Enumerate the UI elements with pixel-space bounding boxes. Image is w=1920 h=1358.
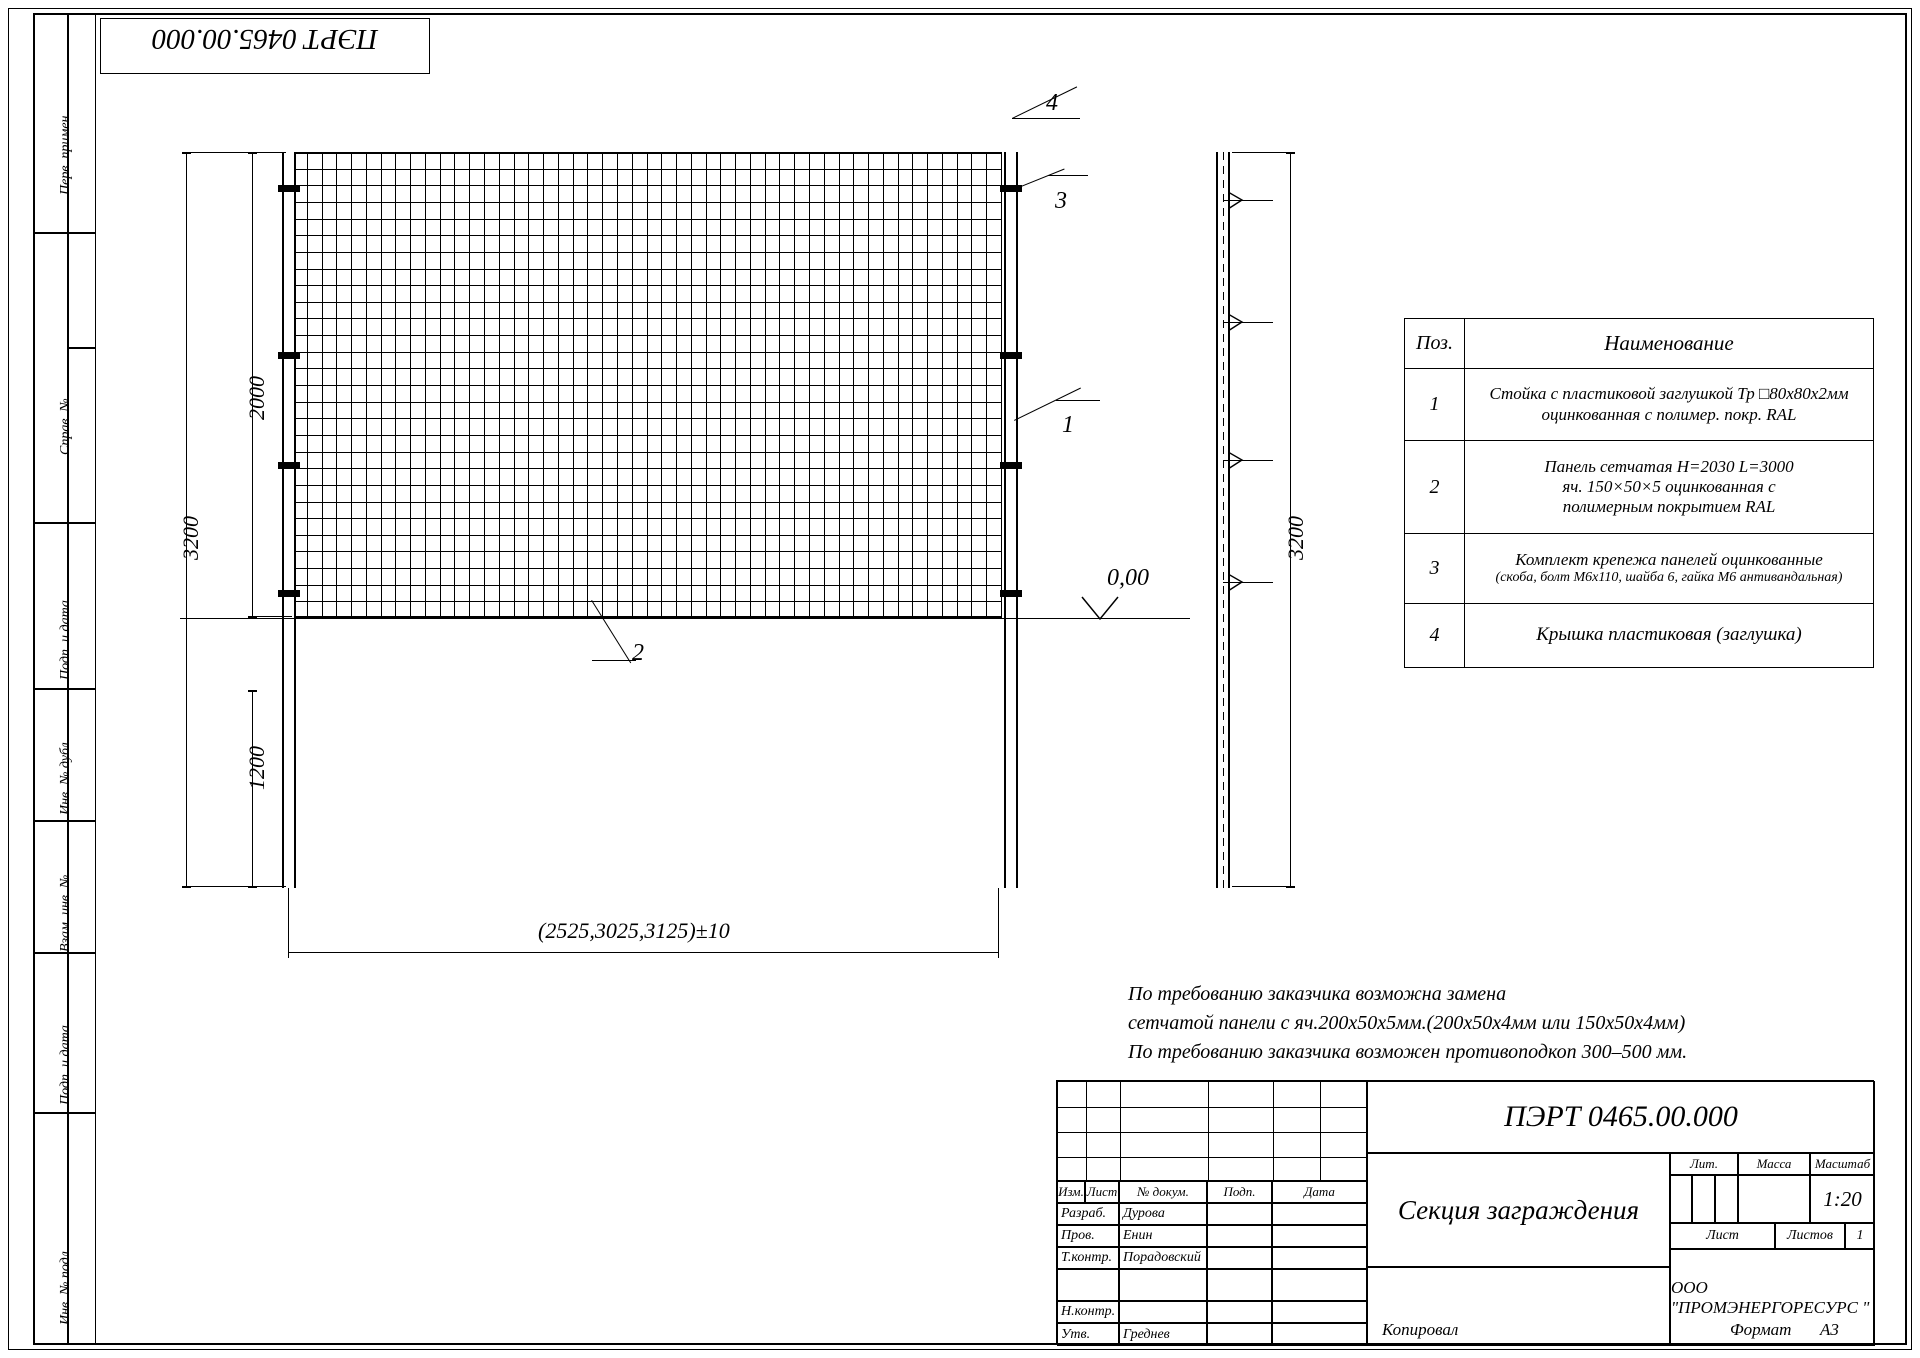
spec-line: яч. 150×50×5 оцинкованная с: [1562, 476, 1776, 496]
company-name: ООО "ПРОМЭНЕРГОРЕСУРС ": [1671, 1277, 1870, 1317]
sheet-label: Лист: [1706, 1228, 1739, 1243]
mesh-wire-horizontal: [292, 518, 1001, 519]
role-name: Дурова: [1123, 1206, 1165, 1221]
margin-label-3: Инв. № дубл.: [58, 738, 73, 815]
margin-label-1: Справ. №: [58, 398, 73, 455]
clamp: [278, 590, 300, 597]
mesh-wire-horizontal: [292, 468, 1001, 469]
sheets-value: 1: [1856, 1228, 1864, 1243]
lit-label: Лит.: [1689, 1156, 1719, 1171]
spec-line: Комплект крепежа панелей оцинкованные: [1515, 550, 1823, 570]
post-right: [1004, 152, 1018, 888]
note-line: сетчатой панели с яч.200х50х5мм.(200х50х4мм или 150х50х4мм): [1128, 1012, 1686, 1034]
spec-row-name: [1465, 441, 1873, 533]
mesh-wire-horizontal: [292, 535, 1001, 536]
mesh-wire-horizontal: [292, 368, 1001, 369]
callout-1: 1: [1062, 412, 1074, 438]
mesh-wire-horizontal: [292, 502, 1001, 503]
spec-line: полимерным покрытием RAL: [1562, 497, 1776, 517]
role-label: Утв.: [1061, 1326, 1091, 1342]
notes-block: [1128, 980, 1687, 1067]
dim-2000: 2000: [244, 376, 269, 420]
spec-line: Панель сетчатая H=2030 L=3000: [1544, 456, 1794, 476]
clamp: [278, 185, 300, 192]
role-label: Н.контр.: [1061, 1304, 1116, 1319]
copied-label: Копировал: [1382, 1320, 1459, 1339]
clamp: [1000, 462, 1022, 469]
mesh-wire-horizontal: [292, 252, 1001, 253]
col-docnum: № докум.: [1137, 1184, 1189, 1199]
spec-table: [1404, 318, 1874, 668]
spec-row-name: [1465, 604, 1873, 667]
spec-row-pos: 4: [1405, 604, 1465, 667]
format-value: А3: [1820, 1320, 1839, 1339]
spec-header-name: Наименование: [1604, 331, 1734, 356]
mesh-wire-horizontal: [292, 235, 1001, 236]
ground-mark-arrow: [1080, 595, 1124, 627]
margin-label-2: Подп. и дата: [58, 600, 73, 680]
ground-mark: 0,00: [1107, 565, 1149, 591]
role-label: Пров.: [1061, 1228, 1095, 1243]
mesh-wire-vertical: [1001, 152, 1002, 618]
dim-3200: 3200: [178, 516, 203, 560]
mesh-wire-horizontal: [292, 285, 1001, 286]
mesh-wire-horizontal: [292, 418, 1001, 419]
mesh-wire-horizontal: [292, 568, 1001, 569]
role-name: [1120, 1302, 1209, 1322]
spec-row-name: [1465, 369, 1873, 440]
dim-1200: 1200: [244, 746, 269, 790]
dim-width: (2525,3025,3125)±10: [538, 918, 730, 943]
callout-3: 3: [1055, 188, 1067, 214]
mesh-wire-horizontal: [292, 385, 1001, 386]
bracket-icon: [1228, 572, 1250, 594]
col-izm: Изм.: [1058, 1184, 1084, 1199]
mesh-wire-horizontal: [292, 601, 1001, 602]
margin-label-5: Подп. и дата: [58, 1025, 73, 1105]
mesh-wire-horizontal: [292, 185, 1001, 186]
part-name: Секция заграждения: [1397, 1194, 1640, 1225]
clamp: [278, 352, 300, 359]
mesh-wire-horizontal: [292, 435, 1001, 436]
note-line: По требованию заказчика возможен противоподкоп 300–500 мм.: [1128, 1041, 1688, 1063]
mesh-wire-horizontal: [292, 452, 1001, 453]
mesh-panel: [292, 152, 1001, 618]
spec-line: Стойка с пластиковой заглушкой Тр □80х80х2мм: [1489, 384, 1849, 404]
designation: ПЭРТ 0465.00.000: [1504, 1100, 1738, 1133]
sheets-label: Листов: [1787, 1228, 1833, 1243]
margin-label-4: Взам. инв. №: [58, 874, 73, 952]
mesh-wire-horizontal: [292, 219, 1001, 220]
bracket-icon: [1228, 450, 1250, 472]
mesh-wire-horizontal: [292, 485, 1001, 486]
col-data: Дата: [1304, 1184, 1335, 1199]
mesh-wire-horizontal: [292, 402, 1001, 403]
dim-side-3200: 3200: [1283, 516, 1308, 560]
clamp: [1000, 590, 1022, 597]
role-name: Греднев: [1123, 1326, 1170, 1342]
spec-header-pos: Поз.: [1405, 319, 1465, 368]
col-list: Лист: [1086, 1184, 1118, 1199]
spec-row-pos: 1: [1405, 369, 1465, 440]
mesh-wire-horizontal: [292, 335, 1001, 336]
mesh-wire-horizontal: [292, 352, 1001, 353]
spec-line: Крышка пластиковая (заглушка): [1536, 624, 1802, 646]
role-label: Разраб.: [1061, 1206, 1107, 1221]
mesh-wire-horizontal: [292, 318, 1001, 319]
spec-line: (скоба, болт М6х110, шайба 6, гайка М6 антивандальная): [1495, 570, 1843, 586]
callout-4: 4: [1046, 90, 1058, 116]
margin-label-0: Перв. примен.: [58, 112, 73, 195]
ground-line: [180, 618, 1190, 619]
mass-label: Масса: [1756, 1156, 1792, 1171]
role-name: Порадовский: [1123, 1250, 1201, 1265]
mesh-wire-horizontal: [292, 551, 1001, 552]
scale-label: Масштаб: [1814, 1156, 1871, 1171]
scale-value: 1:20: [1823, 1186, 1862, 1211]
note-line: По требованию заказчика возможна замена: [1128, 983, 1507, 1005]
format-label: Формат: [1730, 1320, 1792, 1339]
spec-line: оцинкованная с полимер. покр. RAL: [1541, 404, 1797, 424]
revision-grid: [1057, 1081, 1367, 1181]
role-label: Т.контр.: [1061, 1250, 1112, 1265]
title-block: [1056, 1080, 1874, 1345]
spec-row-name: [1465, 534, 1873, 603]
mesh-wire-horizontal: [292, 202, 1001, 203]
mesh-wire-horizontal: [292, 169, 1001, 170]
mesh-wire-horizontal: [292, 269, 1001, 270]
callout-2: 2: [632, 640, 644, 666]
clamp: [278, 462, 300, 469]
mesh-wire-horizontal: [292, 585, 1001, 586]
spec-row-pos: 3: [1405, 534, 1465, 603]
role-label: [1058, 1270, 1121, 1300]
spec-row-pos: 2: [1405, 441, 1465, 533]
bracket-icon: [1228, 312, 1250, 334]
bracket-icon: [1228, 190, 1250, 212]
margin-label-6: Инв. № подл.: [58, 1247, 73, 1325]
role-name: Енин: [1123, 1228, 1153, 1243]
mesh-wire-horizontal: [292, 302, 1001, 303]
top-designation-text: ПЭРТ 0465.00.000: [151, 23, 379, 55]
role-name: [1120, 1270, 1209, 1300]
post-left: [282, 152, 296, 888]
clamp: [1000, 352, 1022, 359]
col-podp: Подп.: [1223, 1184, 1256, 1199]
